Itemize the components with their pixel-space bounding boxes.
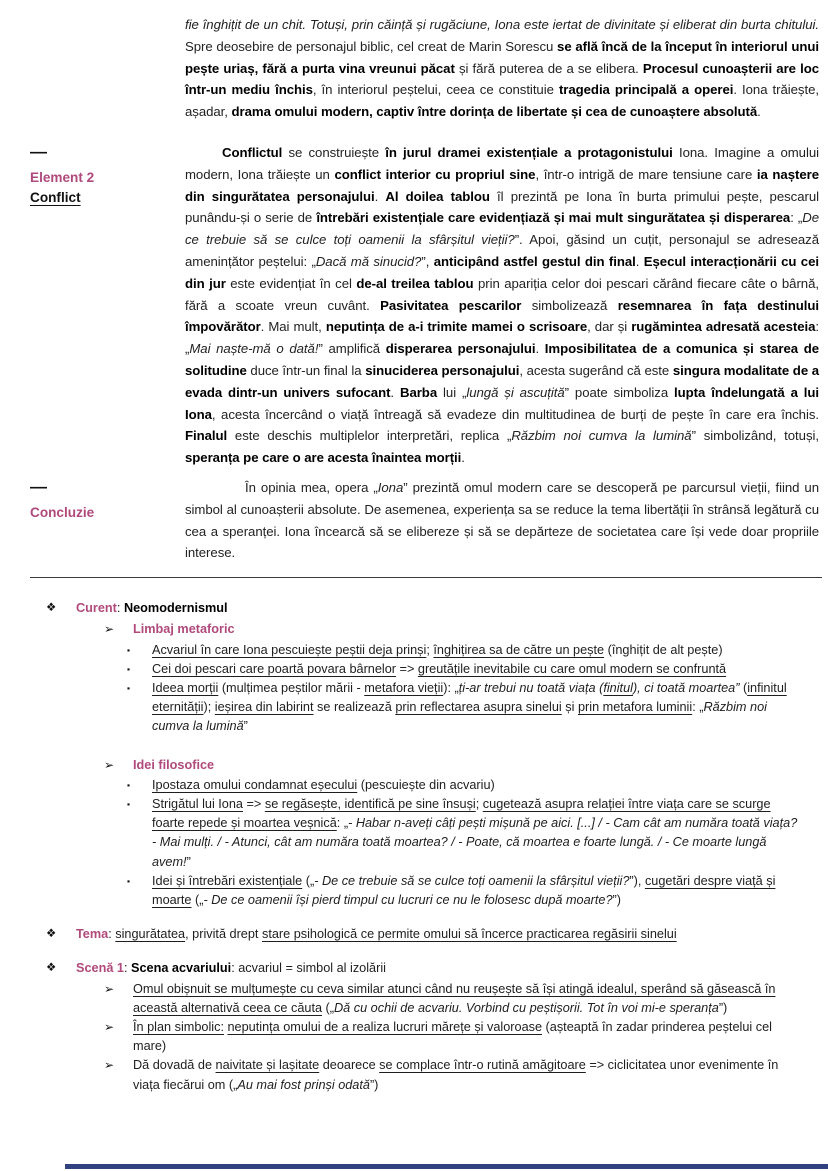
text-segment: Al doilea tablou: [385, 188, 490, 204]
note-item: [0, 620, 802, 639]
text-segment: neputința de a-i trimite mamei o scrisoare: [325, 319, 588, 335]
text-segment: Limbaj metaforic: [133, 622, 235, 637]
text-segment: . Iona trăiește, așadar,: [185, 82, 819, 120]
margin-gutter: [0, 14, 185, 123]
text-segment: Ipostaza omului condamnat eșecului: [152, 777, 358, 792]
arrow-bullet-icon: ➢: [104, 622, 115, 637]
text-segment: );: [203, 700, 215, 715]
text-segment: Iona. Imagine a omului modern, Iona trăiește un: [185, 144, 819, 182]
text-segment: =>: [396, 661, 418, 676]
text-segment: se complace într-o rutină amăgitoare: [379, 1058, 586, 1073]
text-segment: - De ce oamenii își pierd timpul cu lucruri ce nu le folosesc după moarte?: [203, 892, 613, 907]
text-segment: (: [595, 680, 604, 695]
note-text: [133, 1018, 802, 1056]
note-text: [133, 756, 802, 775]
diamond-bullet-icon: ❖: [46, 962, 57, 975]
text-segment: (: [739, 680, 748, 695]
text-segment: prin apariția celor doi pescari cărând fiecare câte o bârnă, fără a scoate vreun cuvânt.: [185, 275, 819, 313]
text-segment: .: [374, 188, 386, 204]
note-text: [152, 872, 802, 910]
text-segment: se regăsește, identifică pe sine însuși: [264, 796, 476, 811]
text-segment: Finalul: [185, 428, 228, 444]
text-segment: .: [390, 384, 400, 400]
note-text: [152, 641, 802, 660]
text-segment: lui „: [437, 384, 467, 400]
text-segment: este evidențiat în cel: [225, 275, 357, 291]
note-item: [0, 872, 802, 910]
text-segment: înghițirea sa de către un pește: [433, 642, 605, 657]
text-segment: ” prezintă omul modern care se descoperă pe parcursul vieții, fiind un simbol al cunoașterii absolute. De asemenea, experiența sa se reduce la tema libertății în strânsă legătură cu cea a speranței. Iona încearcă să se elibereze și să se depărteze de societatea care își vede doar propriile interese.: [185, 479, 819, 561]
note-item: [0, 980, 802, 1018]
margin-label-concluzie: [0, 477, 185, 564]
diamond-bullet-icon: ❖: [46, 602, 57, 615]
text-segment: Neomodernismul: [123, 601, 228, 616]
text-segment: :: [108, 927, 116, 942]
note-item: [0, 1056, 802, 1094]
text-segment: anticipând astfel gestul din final: [433, 253, 636, 269]
text-segment: conflict interior cu propriul sine: [334, 166, 536, 182]
note-text: [152, 660, 802, 679]
arrow-bullet-icon: ➢: [104, 757, 115, 772]
note-text: [133, 1056, 802, 1094]
square-bullet-icon: ▪: [127, 875, 131, 886]
text-segment: infinitul eternității: [152, 680, 787, 715]
note-text: [133, 620, 802, 639]
note-item: [0, 1018, 802, 1056]
text-segment: Spre deosebire de personajul biblic, cel creat de Marin Sorescu: [185, 38, 558, 54]
text-segment: speranța pe care o are acesta înaintea morții: [185, 450, 462, 466]
square-bullet-icon: ▪: [127, 779, 131, 790]
text-segment: ), ci toată moartea”: [632, 680, 740, 695]
text-segment: greutățile inevitabile cu care omul modern se confruntă: [417, 661, 727, 676]
note-text: [76, 925, 802, 944]
text-segment: în jurul dramei existențiale a protagonistului: [385, 144, 673, 160]
text-segment: singurătatea: [115, 927, 186, 942]
paragraph-conflict: [0, 142, 828, 469]
text-segment: Dacă mă sinucid?: [315, 253, 422, 269]
note-text: [76, 599, 802, 618]
text-segment: finitul: [603, 680, 633, 695]
text-segment: Scena acvariului: [131, 961, 232, 976]
text-segment: sinuciderea personajului: [365, 362, 520, 378]
text-segment: lungă și ascuțită: [466, 384, 565, 400]
text-segment: tragedia principală a operei: [558, 82, 734, 98]
text-segment: Răzbim noi cumva la lumină: [152, 700, 767, 734]
note-item: [0, 660, 802, 679]
text-segment: . Mai mult,: [260, 319, 326, 335]
note-item: [0, 599, 802, 618]
note-item: [0, 679, 802, 737]
text-segment: Conflictul: [222, 144, 283, 160]
text-segment: este deschis multiplelor interpretări, replica „: [227, 428, 512, 444]
text-segment: simbolizează: [521, 297, 618, 313]
text-segment: prin metafora luminii: [577, 700, 693, 715]
text-segment: metafora vieții: [364, 680, 444, 695]
diamond-bullet-icon: ❖: [46, 928, 57, 941]
text-segment: Scenă 1: [76, 961, 124, 976]
text-segment: ”: [186, 854, 191, 869]
text-segment: (înghițit de alt pește): [604, 642, 723, 657]
text-segment: : „: [336, 816, 349, 831]
text-segment: lupta îndelungată a lui Iona: [185, 384, 820, 422]
text-segment: prin reflectarea asupra sinelui: [395, 700, 562, 715]
text-segment: (așteaptă în zadar prinderea peștelui cel mare): [133, 1019, 772, 1054]
text-segment: stare psihologică ce permite omului să încerce practicarea regăsirii sinelui: [261, 927, 677, 942]
text-segment: duce într-un final la: [246, 362, 366, 378]
text-segment: naivitate și lașitate: [215, 1058, 320, 1073]
text-segment: ”: [243, 719, 248, 734]
text-segment: Procesul cunoașterii are loc într-un mediu închis: [185, 60, 819, 98]
text-segment: .: [535, 341, 545, 357]
text-segment: , dar și: [587, 319, 632, 335]
square-bullet-icon: ▪: [127, 644, 131, 655]
text-segment: În plan simbolic:: [133, 1019, 224, 1034]
paragraph-conclusion: [0, 477, 828, 564]
text-segment: .: [461, 450, 465, 466]
note-text: [76, 959, 802, 978]
text-segment: Au mai fost prinși odată: [237, 1077, 370, 1092]
text-segment: ”),: [629, 873, 645, 888]
text-segment: Răzbim noi cumva la lumină: [511, 428, 692, 444]
text-segment: Cei doi pescari care poartă povara bârnelor: [152, 661, 397, 676]
text-segment: („: [322, 1000, 335, 1015]
text-segment: (mulțimea peștilor mării -: [218, 680, 365, 695]
text-segment: fie înghițit de un chit. Totuși, prin căință și rugăciune, Iona este iertat de divinitate și eliberat din burta chitului.: [185, 17, 819, 32]
text-segment: cugetări despre viață și moarte: [152, 873, 776, 907]
note-item: [0, 959, 802, 978]
text-segment: îl prezintă pe Iona în burta primului pește, pescarul punându-și o serie de: [185, 188, 819, 226]
margin-subtitle: Conflict: [30, 189, 81, 205]
text-segment: .: [635, 253, 644, 269]
text-segment: singura modalitate de a evada dintr-un univers sufocant: [185, 362, 820, 400]
text-segment: Strigătul lui Iona: [152, 796, 243, 811]
text-segment: Tema: [76, 927, 109, 942]
text-segment: de-al treilea tablou: [356, 275, 474, 291]
margin-title: Element 2: [30, 169, 95, 185]
square-bullet-icon: ▪: [127, 798, 131, 809]
text-segment: Omul obișnuit se mulțumește cu ceva similar atunci când nu reușește să își atingă idealul, sperând să găsească în această alternativă ceea ce căuta: [133, 981, 776, 1015]
text-segment: se află încă de la început în interiorul unui pește uriaș, fără a purta vina vreunui păcat: [185, 38, 819, 76]
note-text: [152, 679, 802, 737]
text-segment: ”,: [421, 253, 434, 269]
text-segment: („: [191, 892, 204, 907]
text-segment: Idei filosofice: [133, 757, 215, 772]
notes-section: [0, 578, 828, 1095]
essay-section: [0, 0, 828, 564]
text-segment: - De ce trebuie să se culce toți oamenii la sfârșitul vieții?: [314, 873, 630, 888]
text-segment: :: [123, 961, 132, 976]
square-bullet-icon: ▪: [127, 682, 131, 693]
text-segment: Ideea morții: [152, 680, 219, 695]
text-segment: =>: [242, 796, 265, 811]
text-segment: ” amplifică: [318, 341, 386, 357]
text-segment: („: [302, 873, 315, 888]
text-segment: : „: [692, 700, 704, 715]
note-item: [0, 925, 802, 944]
text-segment: Eșecul interacționării cu cei din jur: [185, 253, 819, 291]
text-segment: : „: [790, 210, 803, 226]
note-text: [152, 795, 802, 872]
text-segment: , acesta sugerând că este: [519, 362, 673, 378]
text-segment: Dă dovadă de: [133, 1058, 216, 1073]
text-segment: - Habar n-aveți câți pești mișună pe aici. [...] / - Cam cât am număra toată viața? - Mai mulți. / - Atunci, cât am număra toată moartea? / - Poate, că moartea e foarte lungă. / - Ce moarte lungă avem!: [152, 816, 798, 869]
text-segment: Iona: [377, 479, 404, 495]
text-segment: ” poate simboliza: [564, 384, 675, 400]
note-item: [0, 795, 802, 872]
text-segment: => ciclicitatea unor evenimente în viața fiecărui om („: [133, 1058, 779, 1092]
margin-label-element2: [0, 142, 185, 469]
text-segment: Acvariul în care Iona pescuiește peștii deja prinși: [152, 642, 427, 657]
text-segment: Idei și întrebări existențiale: [152, 873, 303, 888]
margin-dash: —: [30, 476, 46, 496]
text-segment: ”): [369, 1077, 379, 1092]
text-segment: .: [757, 104, 761, 120]
paragraph-text: [185, 477, 828, 564]
text-segment: Curent: [76, 601, 117, 616]
paragraph-text: [185, 14, 828, 123]
text-segment: întrebări existențiale care evidențiază și mai mult singurătatea și disperarea: [316, 210, 791, 226]
square-bullet-icon: ▪: [127, 663, 131, 674]
text-segment: ;: [475, 796, 483, 811]
text-segment: , acesta încercând o viață întreagă să evadeze din multitudinea de burți de pește în care era închis.: [211, 406, 819, 422]
paragraph-text: [185, 142, 828, 469]
text-segment: cugetează asupra relației între viața care se scurge foarte repede și moartea veșnică: [152, 796, 771, 831]
note-item: [0, 641, 802, 660]
text-segment: drama omului modern, captiv între dorința de libertate și cea de cunoaștere absolută: [231, 104, 758, 120]
note-text: [133, 980, 802, 1018]
text-segment: ți-ar trebui nu toată viața: [458, 680, 596, 695]
text-segment: ieșirea din labirint: [214, 700, 314, 715]
text-segment: Pasivitatea pescarilor: [380, 297, 522, 313]
text-segment: ”): [612, 892, 621, 907]
note-item: [0, 756, 802, 775]
arrow-bullet-icon: ➢: [104, 1058, 115, 1073]
text-segment: Barba: [399, 384, 438, 400]
text-segment: disperarea personajului: [385, 341, 536, 357]
text-segment: : „: [185, 319, 820, 357]
text-segment: și fără puterea de a se elibera.: [454, 60, 643, 76]
text-segment: și: [561, 700, 578, 715]
text-segment: resemnarea în fața destinului împovărător: [185, 297, 819, 335]
text-segment: , privită drept: [185, 927, 262, 942]
text-segment: ”): [718, 1000, 728, 1015]
text-segment: (pescuiește din acvariu): [357, 777, 495, 792]
text-segment: ” simbolizând, totuși,: [691, 428, 819, 444]
text-segment: se construiește: [282, 144, 386, 160]
note-text: [152, 776, 802, 795]
text-segment: , în interiorul peștelui, ceea ce constituie: [312, 82, 559, 98]
text-segment: rugămintea adresată acesteia: [631, 319, 816, 335]
arrow-bullet-icon: ➢: [104, 981, 115, 996]
text-segment: ;: [426, 642, 434, 657]
text-segment: De ce trebuie să se culce toți oamenii la sfârșitul vieții?: [185, 210, 819, 248]
text-segment: neputința omului de a realiza lucruri mărețe și valoroase: [227, 1019, 543, 1034]
text-segment: : acvariul = simbol al izolării: [231, 961, 386, 976]
text-segment: Dă cu ochii de acvariu. Vorbind cu peștișorii. Tot în voi mi-e speranța: [334, 1000, 719, 1015]
text-segment: În opinia mea, opera „: [245, 479, 378, 495]
paragraph-intro: [0, 14, 828, 123]
text-segment: Imposibilitatea de a comunica și starea de solitudine: [185, 341, 819, 378]
margin-dash: —: [30, 141, 46, 161]
arrow-bullet-icon: ➢: [104, 1019, 115, 1034]
text-segment: ”. Apoi, găsind un cuțit, personajul se adresează amenințător peștelui: „: [185, 232, 820, 269]
text-segment: ia naștere din singurătatea personajului: [185, 166, 819, 204]
text-segment: , într-o intrigă de mare tensiune care: [535, 166, 757, 182]
next-table-border: [65, 1164, 828, 1169]
text-segment: Mai naște-mă o dată!: [189, 341, 319, 357]
margin-title: Concluzie: [30, 504, 95, 520]
text-segment: :: [116, 601, 124, 616]
note-item: [0, 776, 802, 795]
text-segment: se realizează: [313, 700, 396, 715]
text-segment: ): „: [443, 680, 459, 695]
text-segment: deoarece: [319, 1058, 380, 1073]
